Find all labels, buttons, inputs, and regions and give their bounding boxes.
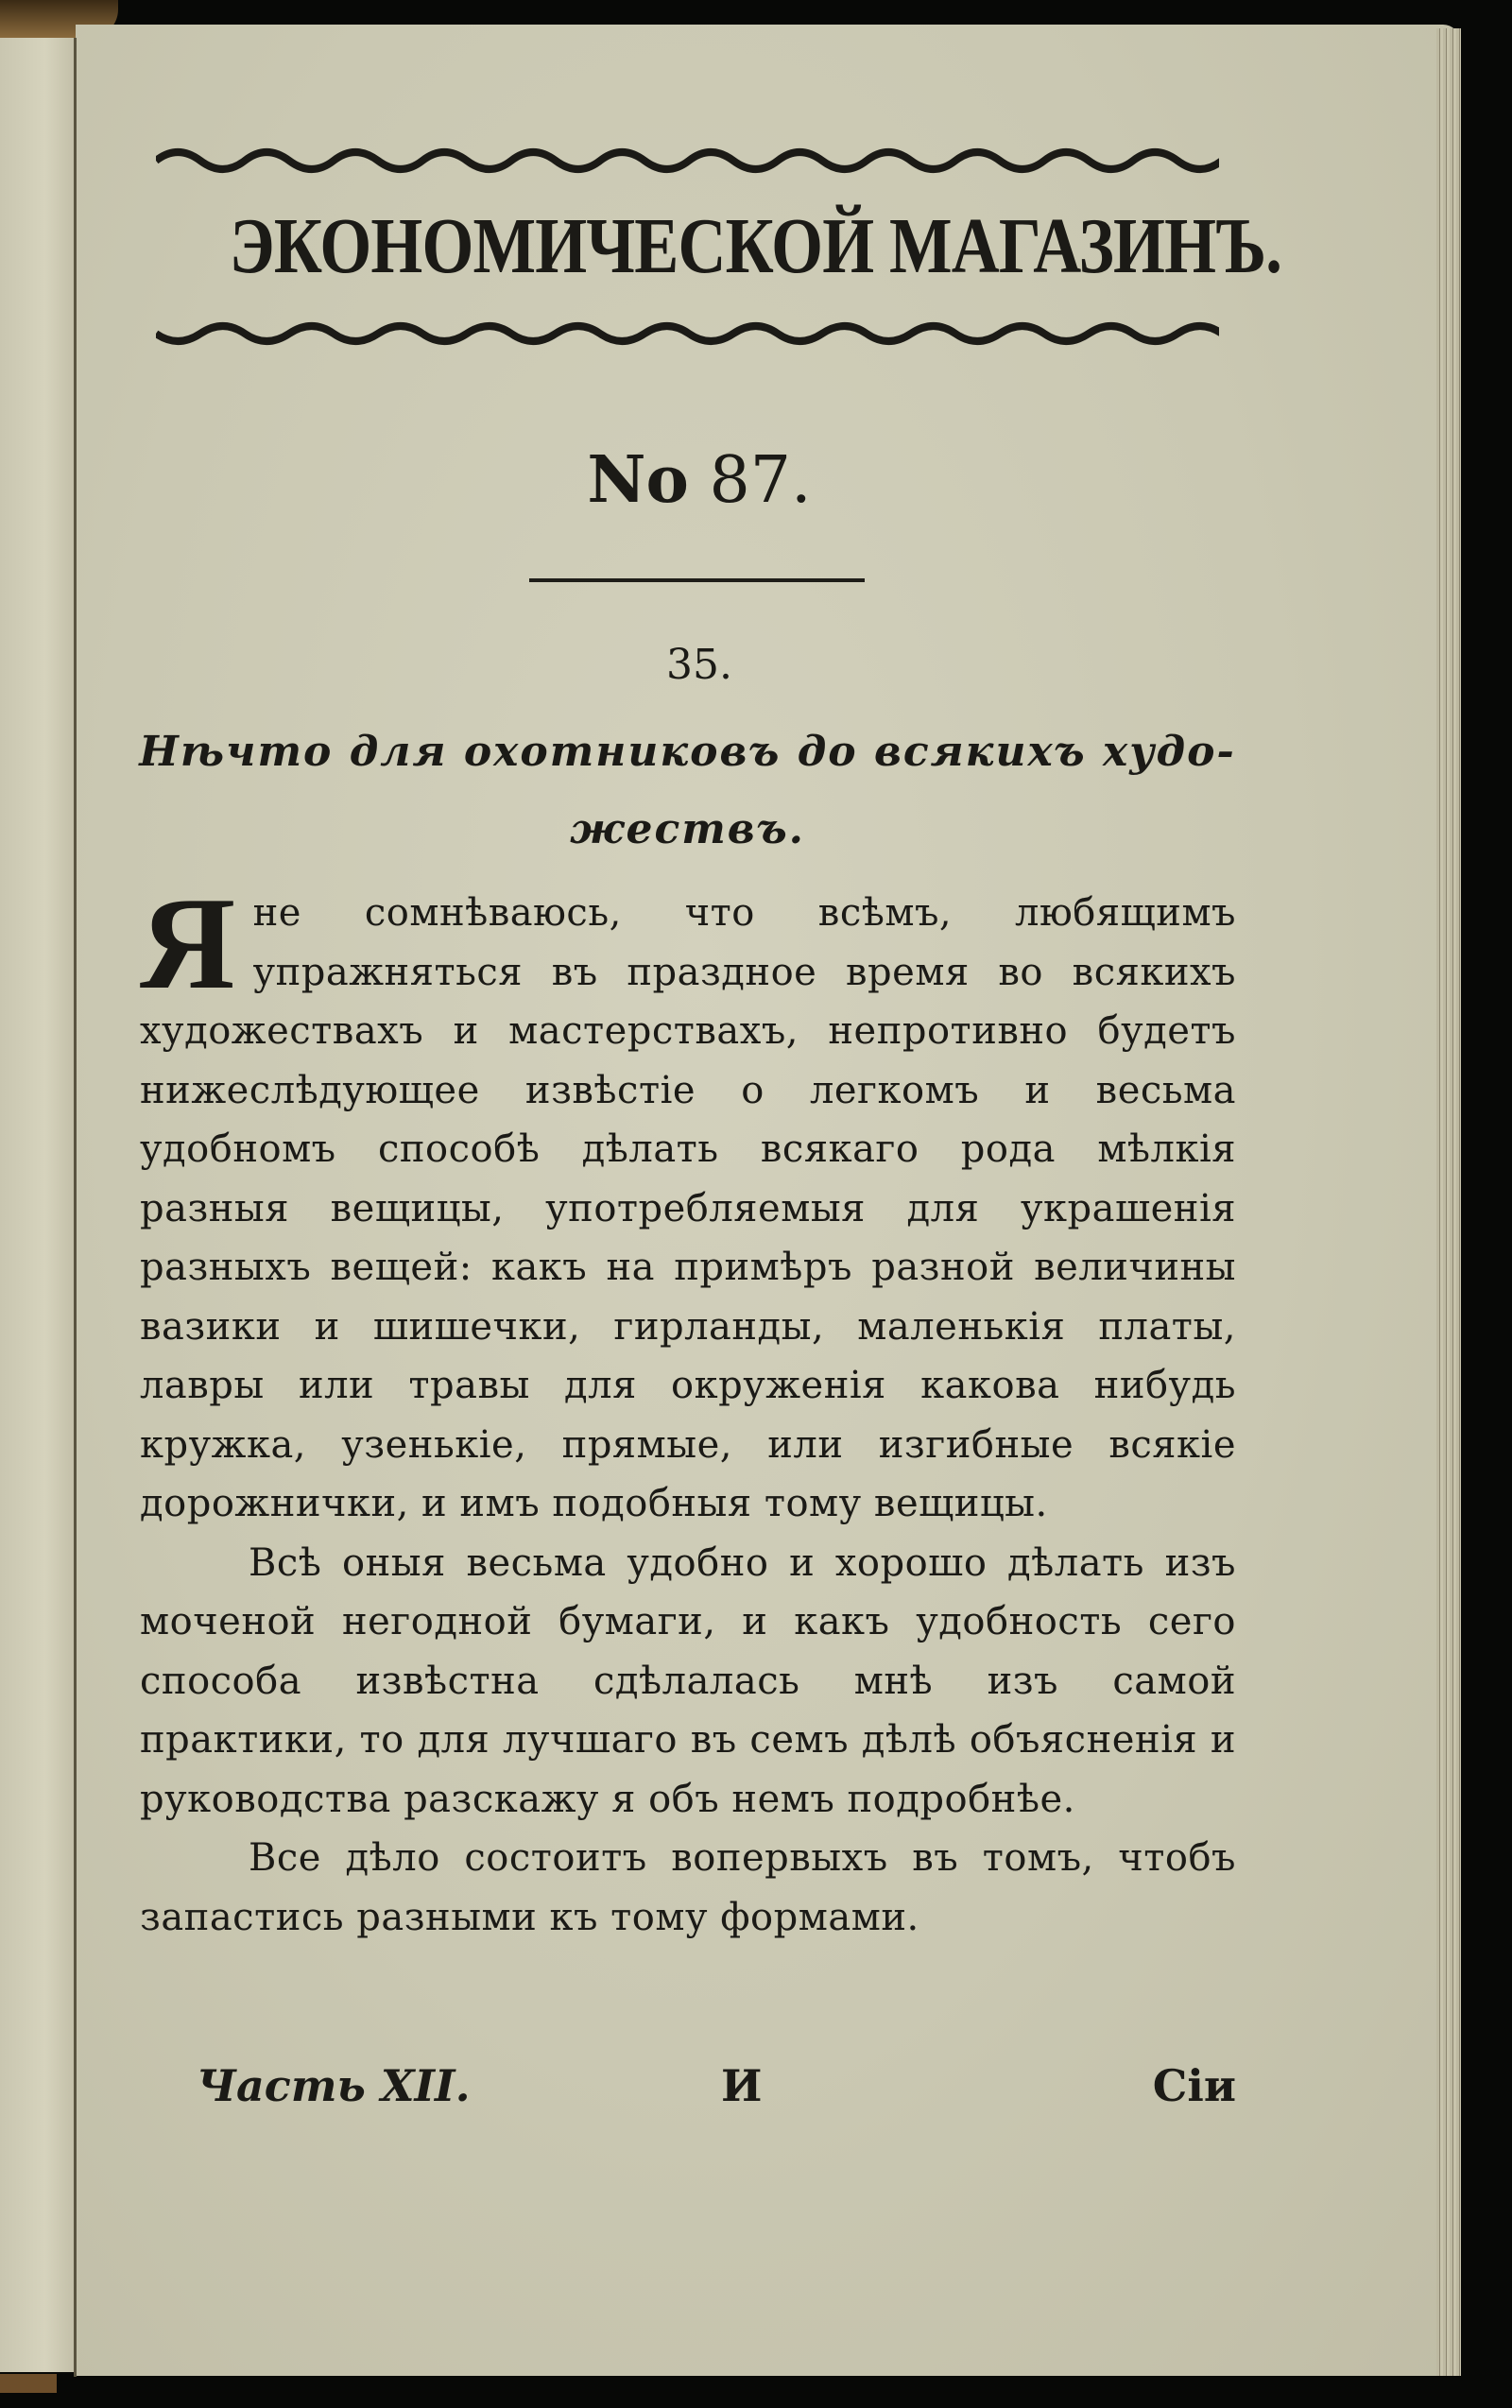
book-spine-bottom [0, 2374, 57, 2393]
sheet-mark: И [721, 2060, 763, 2111]
heading-line-2: жествъ. [570, 805, 805, 853]
drop-cap: Я [140, 870, 236, 1017]
heading-line-1: Нѣчто для охотниковъ до всякихъ худо- [139, 728, 1236, 776]
paragraph-2: Всѣ оныя весьма удобно и хорошо дѣлать изъ моченой негодной бумаги, и какъ удобность сего способа извѣстна сдѣлалась мнѣ изъ самой практики, то для лучшаго въ семъ дѣлѣ объясненія и руководства разскажу я объ немъ подробнѣе. [140, 1540, 1236, 1821]
section-rule [529, 578, 865, 582]
issue-value: 87. [709, 443, 812, 518]
magazine-title: ЭКОНОМИЧЕСКОЙ МАГАЗИНЪ. [229, 202, 1282, 290]
catchword: Сіи [1152, 2060, 1236, 2111]
top-ornament-border [156, 142, 1219, 174]
paragraph-3: Все дѣло состоитъ вопервыхъ въ томъ, чтобъ запастись разными къ тому формами. [140, 1836, 1236, 1939]
volume-signature: Часть XII. [197, 2060, 471, 2111]
article-heading [137, 714, 1238, 869]
article-body [140, 870, 1236, 1947]
facing-page-edge [0, 38, 76, 2372]
bottom-ornament-border [156, 317, 1219, 349]
paragraph-1 [140, 870, 1236, 1534]
page-footer [140, 2060, 1236, 2117]
paragraph-1-text: не сомнѣваюсь, что всѣмъ, любящимъ упражняться въ праздное время во всякихъ художествахъ и мастерствахъ, непротивно будетъ нижеслѣдующее извѣстіе о легкомъ и весьма удобномъ способѣ дѣлать всякаго рода мѣлкія разныя вещицы, употребляемыя для украшенія разныхъ вещей: какъ на примѣръ разной величины вазики и шишечки, гирланды, маленькія платы, лавры или травы для окруженія какова нибудь кружка, узенькіе, прямые, или изгибные всякіе дорожнички, и имъ подобныя тому вещицы. [140, 891, 1236, 1525]
page-stack-edge [1436, 28, 1461, 2376]
issue-number [529, 442, 869, 518]
article-number: 35. [666, 641, 732, 689]
gutter-line [74, 38, 77, 2377]
issue-prefix: No [587, 442, 689, 518]
